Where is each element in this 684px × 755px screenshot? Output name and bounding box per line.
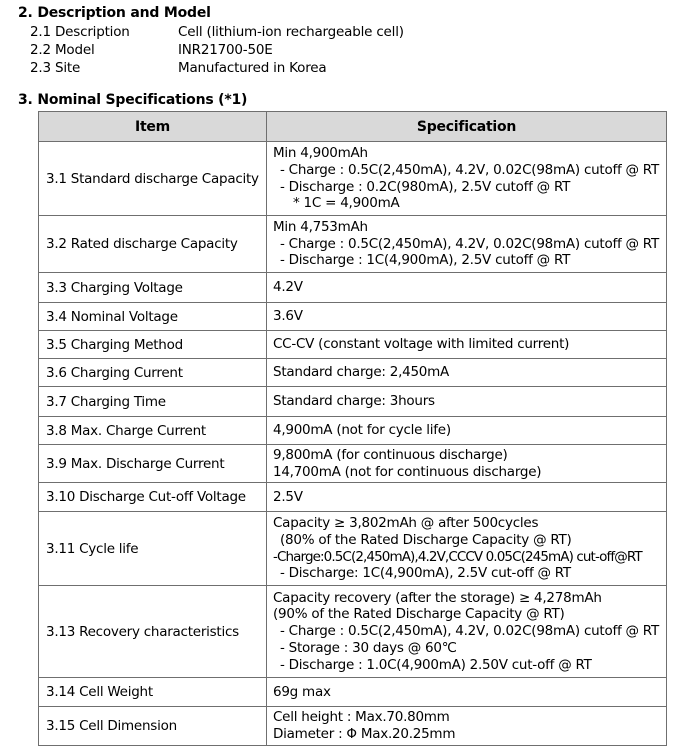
- spec-line: 4,900mA (not for cycle life): [273, 422, 451, 439]
- spec-cell: [267, 142, 667, 216]
- spec-line: - Charge : 0.5C(2,450mA), 4.2V, 0.02C(98mA) cutoff @ RT: [280, 623, 659, 640]
- item-cell: 3.14 Cell Weight: [39, 678, 267, 707]
- spec-cell: [267, 359, 667, 387]
- spec-line: 69g max: [273, 683, 331, 700]
- spec-line: Cell height : Max.70.80mm: [273, 709, 450, 726]
- spec-line: -Charge:0.5C(2,450mA),4.2V,CCCV 0.05C(245mA) cut-off@RT: [273, 548, 642, 565]
- table-row: [39, 303, 667, 331]
- item-cell: 3.6 Charging Current: [39, 359, 267, 387]
- site-value: Manufactured in Korea: [178, 60, 327, 76]
- table-row: [39, 216, 667, 273]
- spec-line: CC-CV (constant voltage with limited current): [273, 336, 570, 353]
- table-row: [39, 387, 667, 417]
- table-header-row: [39, 112, 667, 142]
- item-cell: 3.3 Charging Voltage: [39, 273, 267, 303]
- table-row: [39, 678, 667, 707]
- description-list: [30, 23, 404, 77]
- spec-cell: [267, 387, 667, 417]
- spec-line: - Storage : 30 days @ 60℃: [280, 639, 457, 656]
- item-cell: 3.2 Rated discharge Capacity: [39, 216, 267, 273]
- table-row: [39, 586, 667, 678]
- item-cell: 3.8 Max. Charge Current: [39, 417, 267, 445]
- table-row: [39, 273, 667, 303]
- section-3-title: 3. Nominal Specifications (*1): [18, 92, 248, 108]
- spec-line: Standard charge: 2,450mA: [273, 364, 450, 381]
- section-2-title: 2. Description and Model: [18, 5, 211, 21]
- description-key: 2.1 Description: [30, 24, 130, 40]
- site-row: [30, 59, 404, 77]
- item-cell: 3.9 Max. Discharge Current: [39, 445, 267, 483]
- spec-cell: [267, 512, 667, 586]
- spec-line: 2.5V: [273, 488, 303, 505]
- spec-cell: [267, 483, 667, 512]
- spec-cell: [267, 707, 667, 746]
- spec-line: Min 4,900mAh: [273, 144, 368, 161]
- spec-line: Diameter : Φ Max.20.25mm: [273, 726, 456, 742]
- spec-cell: [267, 273, 667, 303]
- spec-line: Capacity ≥ 3,802mAh @ after 500cycles: [273, 514, 539, 531]
- table-row: [39, 512, 667, 586]
- spec-line: 3.6V: [273, 308, 303, 325]
- table-row: [39, 445, 667, 483]
- nominal-specifications-table: [38, 111, 667, 746]
- spec-cell: [267, 216, 667, 273]
- item-cell: 3.15 Cell Dimension: [39, 707, 267, 746]
- spec-line: - Discharge : 1.0C(4,900mA) 2.50V cut-off @ RT: [280, 656, 592, 673]
- specification-header: Specification: [267, 112, 667, 142]
- spec-line: - Discharge : 1C(4,900mA), 2.5V cutoff @ RT: [280, 252, 571, 269]
- spec-line: - Charge : 0.5C(2,450mA), 4.2V, 0.02C(98mA) cutoff @ RT: [280, 235, 659, 252]
- description-value: Cell (lithium-ion rechargeable cell): [178, 24, 404, 40]
- table-row: [39, 483, 667, 512]
- table-row: [39, 359, 667, 387]
- spec-cell: [267, 331, 667, 359]
- spec-cell: [267, 678, 667, 707]
- item-cell: 3.10 Discharge Cut-off Voltage: [39, 483, 267, 512]
- spec-cell: [267, 417, 667, 445]
- model-row: [30, 41, 404, 59]
- spec-cell: [267, 445, 667, 483]
- spec-line: 14,700mA (not for continuous discharge): [273, 463, 542, 480]
- spec-line: - Discharge : 0.2C(980mA), 2.5V cutoff @ RT: [280, 178, 571, 195]
- spec-cell: [267, 303, 667, 331]
- description-row: [30, 23, 404, 41]
- model-value: INR21700-50E: [178, 42, 273, 58]
- spec-line: 9,800mA (for continuous discharge): [273, 446, 508, 463]
- spec-line: Min 4,753mAh: [273, 218, 368, 235]
- item-cell: 3.4 Nominal Voltage: [39, 303, 267, 331]
- spec-line: - Discharge: 1C(4,900mA), 2.5V cut-off @ RT: [280, 565, 571, 582]
- table-row: [39, 142, 667, 216]
- spec-line: Capacity recovery (after the storage) ≥ 4,278mAh: [273, 589, 602, 606]
- table-row: [39, 707, 667, 746]
- model-key: 2.2 Model: [30, 42, 95, 58]
- table-row: [39, 331, 667, 359]
- spec-line: - Charge : 0.5C(2,450mA), 4.2V, 0.02C(98mA) cutoff @ RT: [280, 161, 659, 178]
- item-header: Item: [39, 112, 267, 142]
- spec-line: (90% of the Rated Discharge Capacity @ RT): [273, 606, 565, 623]
- table-row: [39, 417, 667, 445]
- item-cell: 3.11 Cycle life: [39, 512, 267, 586]
- spec-line: (80% of the Rated Discharge Capacity @ RT): [280, 531, 572, 548]
- spec-line: Standard charge: 3hours: [273, 393, 435, 410]
- spec-line: * 1C = 4,900mA: [293, 195, 400, 212]
- item-cell: 3.7 Charging Time: [39, 387, 267, 417]
- spec-cell: [267, 586, 667, 678]
- spec-line: 4.2V: [273, 279, 303, 296]
- item-cell: 3.13 Recovery characteristics: [39, 586, 267, 678]
- item-cell: 3.1 Standard discharge Capacity: [39, 142, 267, 216]
- site-key: 2.3 Site: [30, 60, 81, 76]
- item-cell: 3.5 Charging Method: [39, 331, 267, 359]
